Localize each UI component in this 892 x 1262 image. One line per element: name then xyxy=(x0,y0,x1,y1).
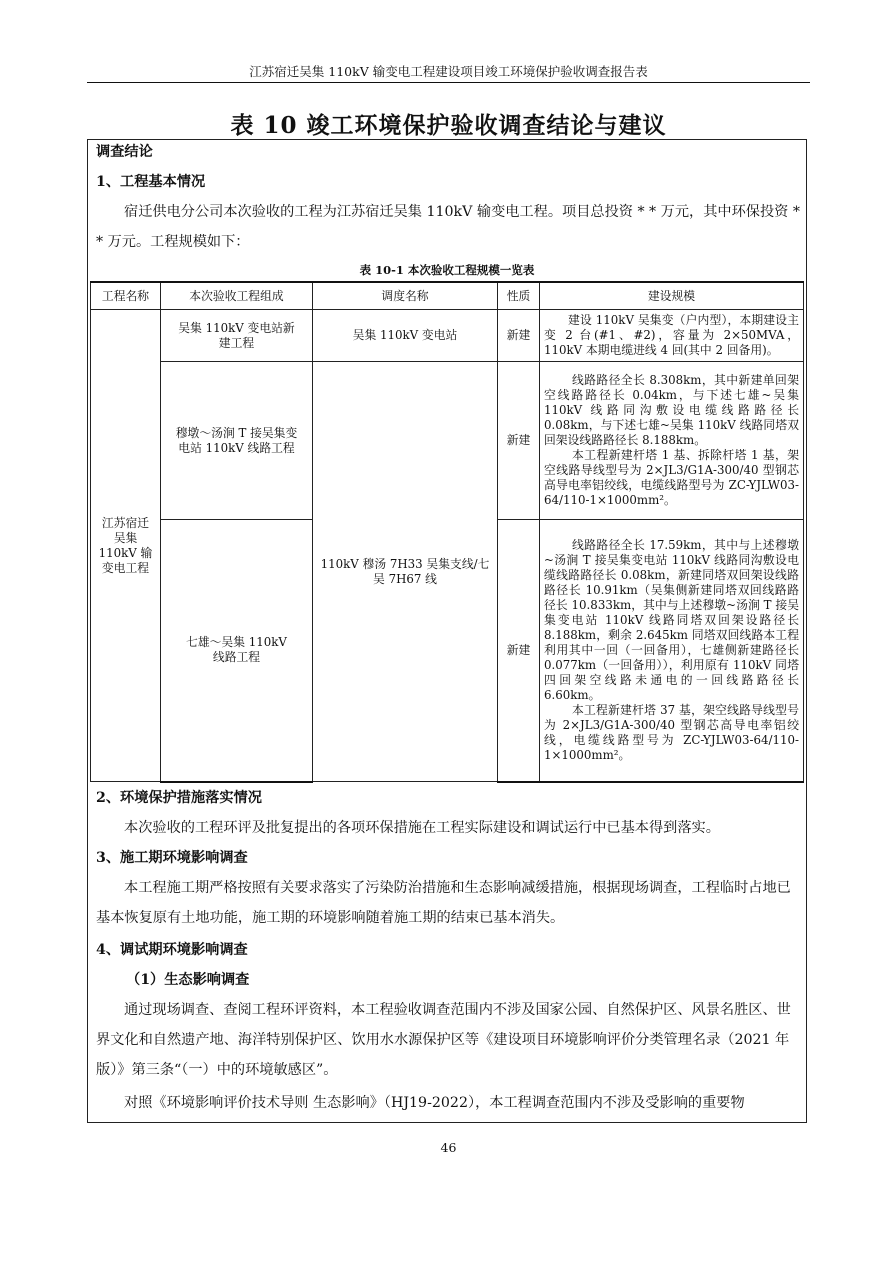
dispatch-cell: 110kV 穆汤 7H33 吴集支线/七吴 7H67 线 xyxy=(313,362,498,782)
section-3-heading: 3、施工期环境影响调查 xyxy=(96,850,248,866)
running-header: 江苏宿迁吴集 110kV 输变电工程建设项目竣工环境保护验收调查报告表 xyxy=(249,64,648,79)
section-4-text-1: 通过现场调查、查阅工程环评资料，本工程验收调查范围内不涉及国家公园、自然保护区、风景名胜区、世界文化和自然遗产地、海洋特别保护区、饮用水水源保护区等《建设项目环境影响评价分类管理名录（2021 年版）》第三条“（一）中的环境敏感区”。 xyxy=(96,1002,791,1078)
scale-text: 线路路径全长 8.308km，其中新建单回架空线路路径长 0.04km，与下述七雄~吴集 110kV 线路同沟敷设电缆线路路径长 0.08km，与下述七雄~吴集 110kV 线路同塔双回架设线路路径长 8.188km。 xyxy=(544,373,799,447)
table-header-row xyxy=(91,282,804,310)
column-header: 建设规模 xyxy=(540,282,804,310)
scale-text: 建设 110kV 吴集变（户内型），本期建设主变 2 台(#1、#2)，容量为 2×50MVA，110kV 本期电缆进线 4 回(其中 2 回备用)。 xyxy=(544,313,799,357)
column-header: 工程名称 xyxy=(91,282,161,310)
section-2-heading: 2、环境保护措施落实情况 xyxy=(96,790,262,806)
page-title: 表 10 竣工环境保护验收调查结论与建议 xyxy=(230,112,667,139)
page-number: 46 xyxy=(440,1140,457,1155)
column-header: 性质 xyxy=(498,282,540,310)
section-1-text: 宿迁供电分公司本次验收的工程为江苏宿迁吴集 110kV 输变电工程。项目总投资 * * 万元，其中环保投资 * * 万元。工程规模如下： xyxy=(96,204,800,250)
table-row xyxy=(91,310,804,362)
nature-cell: 新建 xyxy=(498,520,540,782)
nature-cell: 新建 xyxy=(498,362,540,520)
section-label: 调查结论 xyxy=(96,144,153,160)
scale-text: 本工程新建杆塔 1 基、拆除杆塔 1 基，架空线路导线型号为 2×JL3/G1A-300/40 型钢芯高导电率铝绞线，电缆线路型号为 ZC-YJLW03-64/110-1×1000mm²。 xyxy=(544,448,799,507)
column-header: 调度名称 xyxy=(313,282,498,310)
nature-cell: 新建 xyxy=(498,310,540,362)
section-3-text: 本工程施工期严格按照有关要求落实了污染防治措施和生态影响减缓措施，根据现场调查，工程临时占地已基本恢复原有土地功能，施工期的环境影响随着施工期的结束已基本消失。 xyxy=(96,880,791,926)
table-caption: 表 10-1 本次验收工程规模一览表 xyxy=(359,263,535,277)
component-cell: 七雄～吴集 110kV 线路工程 xyxy=(161,520,313,782)
column-header: 本次验收工程组成 xyxy=(161,282,313,310)
scale-cell xyxy=(540,520,804,782)
scale-cell xyxy=(540,362,804,520)
component-cell: 穆墩～汤涧 T 接吴集变电站 110kV 线路工程 xyxy=(161,362,313,520)
section-4-heading: 4、调试期环境影响调查 xyxy=(96,942,248,958)
section-4-text-2: 对照《环境影响评价技术导则 生态影响》（HJ19-2022），本工程调查范围内不涉及受影响的重要物 xyxy=(124,1095,745,1111)
scale-cell xyxy=(540,310,804,362)
section-2-text: 本次验收的工程环评及批复提出的各项环保措施在工程实际建设和调试运行中已基本得到落实。 xyxy=(124,820,720,836)
scale-text: 线路路径全长 17.59km，其中与上述穆墩~汤涧 T 接吴集变电站 110kV 线路同沟敷设电缆线路路径长 0.08km，新建同塔双回架设线路路径长 10.91km（吴集侧新建同塔双回线路路径长 10.833km，其中与上述穆墩~汤涧 T 接吴集变电站 110kV 线路同塔双回架设路径长 8.188km，剩余 2.645km 同塔双回线路本工程利用其中一回（一回备用），七雄侧新建路径长 0.077km（一回备用）），利用原有 110kV 同塔四回架空线路未通电的一回线路路径长 6.60km。 xyxy=(544,537,799,702)
component-cell: 吴集 110kV 变电站新建工程 xyxy=(161,310,313,362)
subsection-heading: （1）生态影响调查 xyxy=(126,972,250,988)
table-row xyxy=(91,362,804,520)
project-name-cell: 江苏宿迁吴集 110kV 输变电工程 xyxy=(91,310,161,782)
section-1-heading: 1、工程基本情况 xyxy=(96,174,206,190)
project-scale-table xyxy=(90,281,804,783)
scale-text: 本工程新建杆塔 37 基，架空线路导线型号为 2×JL3/G1A-300/40 型钢芯高导电率铝绞线，电缆线路型号为 ZC-YJLW03-64/110-1×1000mm²。 xyxy=(544,702,799,762)
header-rule xyxy=(87,82,810,83)
dispatch-cell: 吴集 110kV 变电站 xyxy=(313,310,498,362)
